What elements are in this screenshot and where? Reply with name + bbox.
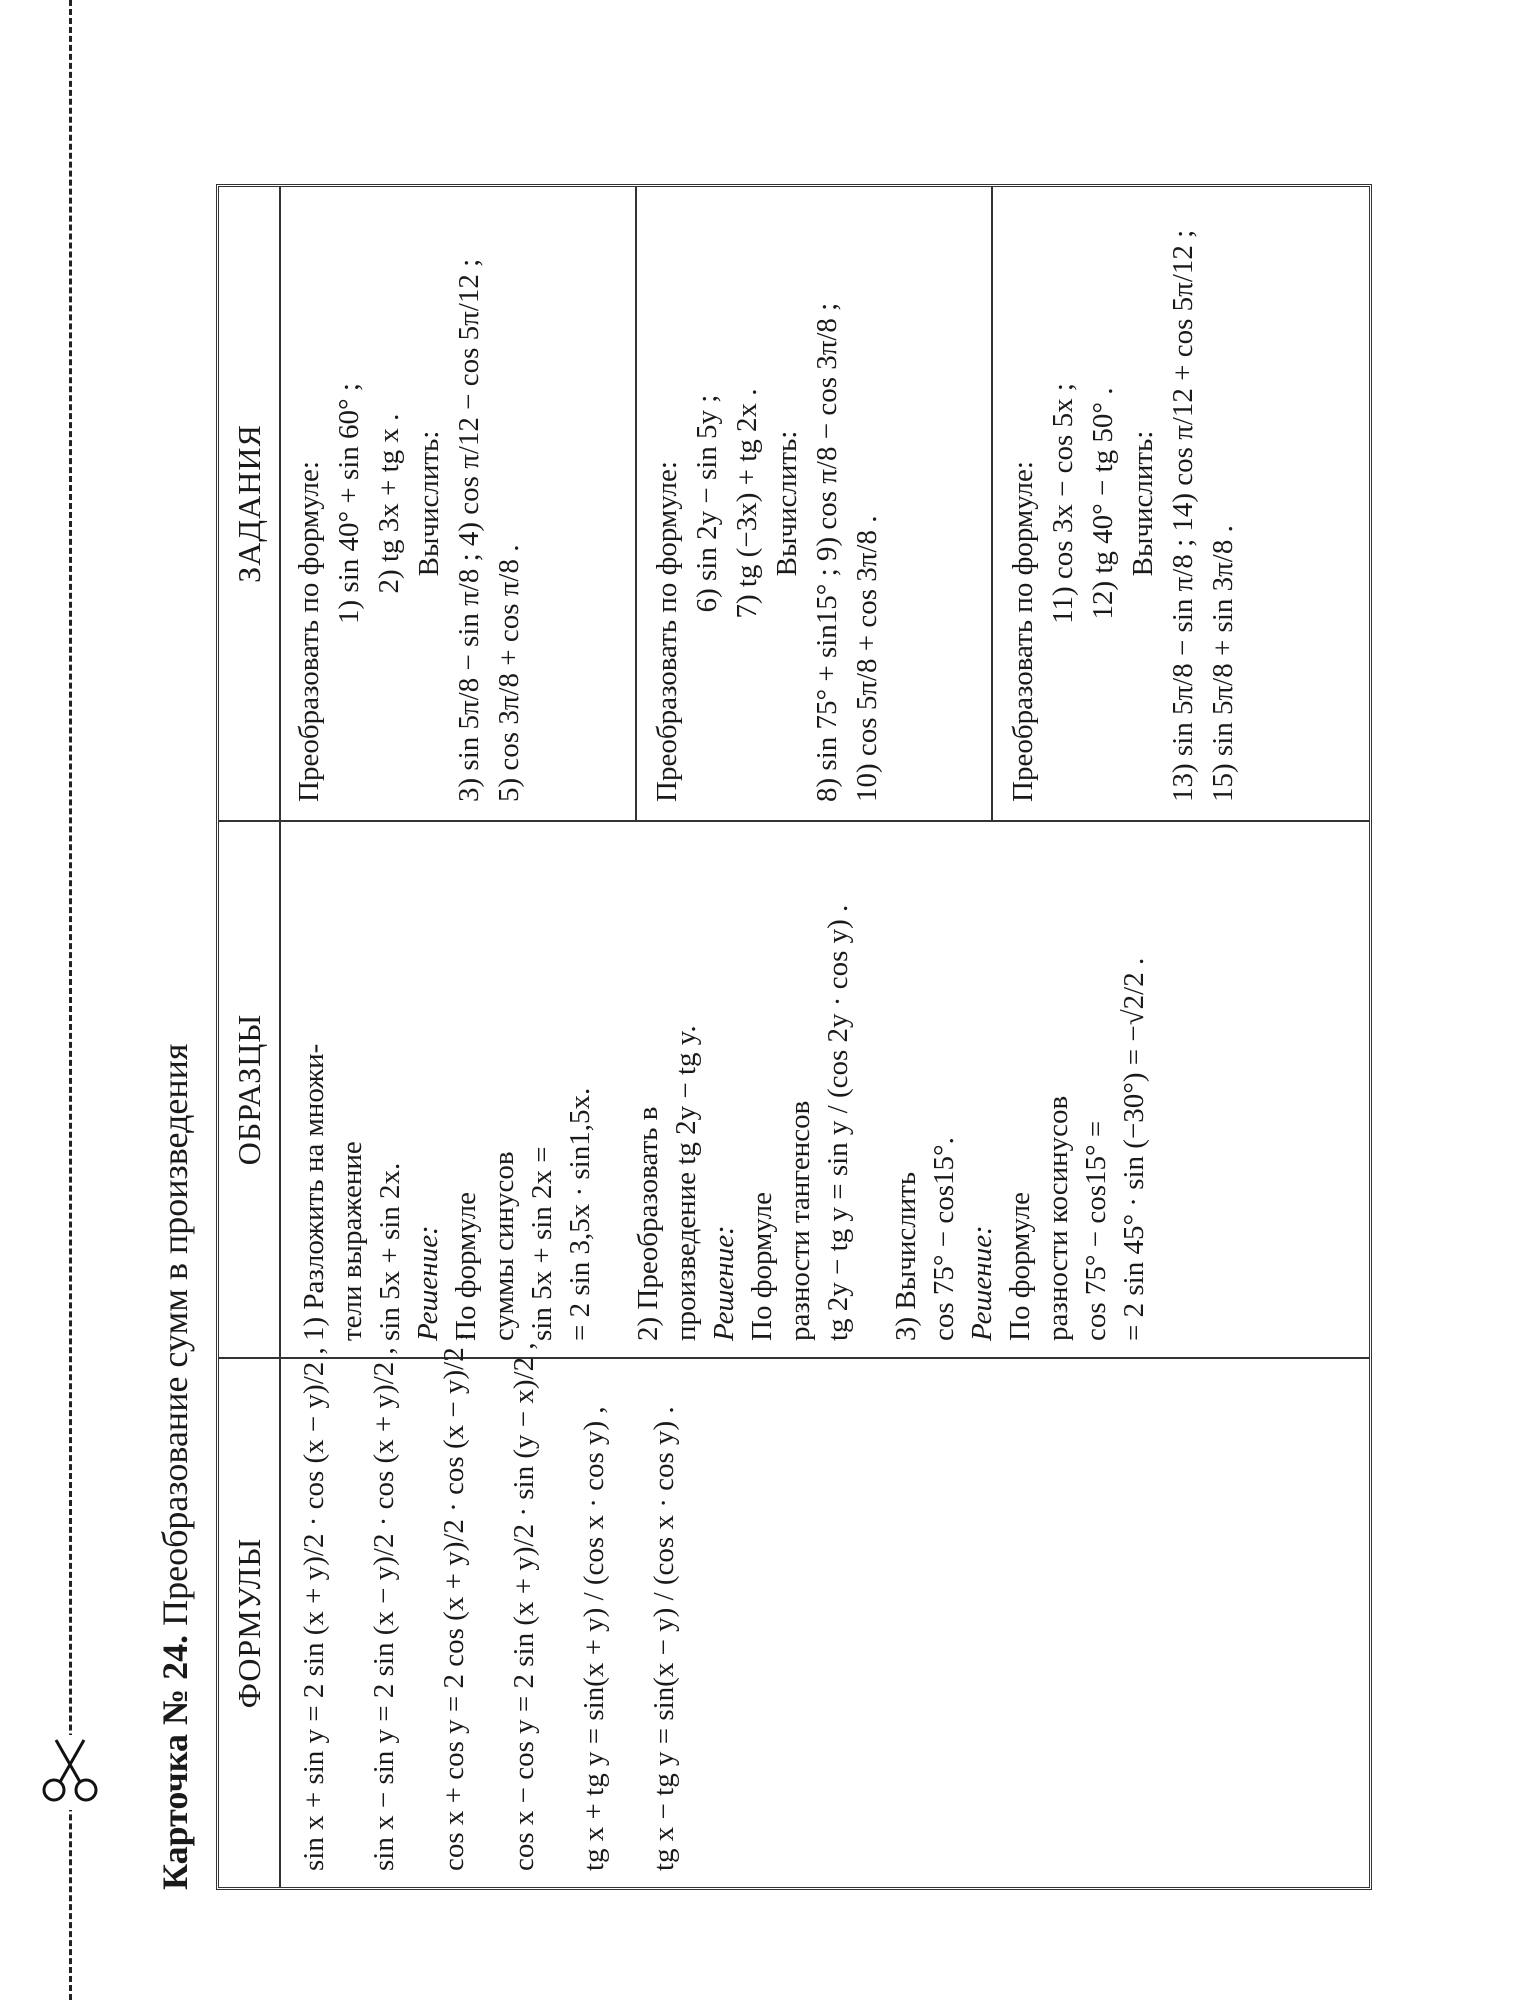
formulas-column: [219, 1332, 1369, 1887]
task-line: 7) tg (−3x) + tg 2x .: [731, 388, 763, 619]
sample-line: cos 75° − cos15°.: [928, 1137, 960, 1341]
task-line: 1) sin 40° + sin 60° ;: [333, 383, 365, 624]
sample-1: [295, 838, 599, 1341]
scissors-icon: [36, 1735, 104, 1810]
reference-table: [216, 184, 1372, 1890]
samples-column: [219, 820, 1369, 1357]
sample-line: По формуле: [746, 1192, 778, 1341]
task-line: 2) tg 3x + tg x .: [373, 413, 405, 594]
card: [150, 10, 1400, 1890]
cut-line: [69, 0, 72, 2000]
task-line: Преобразовать по формуле:: [651, 461, 683, 802]
sample-line: разности косинусов: [1042, 1095, 1074, 1341]
formula-3: cos x + cos y = 2 cos (x + y)/2 · cos (x − y)/2 ,: [438, 1332, 470, 1871]
task-line: Вычислить:: [771, 430, 803, 577]
task-line: Преобразовать по формуле:: [293, 461, 325, 802]
task-line: Преобразовать по формуле:: [1007, 461, 1039, 802]
sample-2: [629, 838, 857, 1341]
tasks-block-1: [279, 187, 637, 820]
card-title: [150, 1044, 200, 1890]
sample-line: суммы синусов: [488, 1151, 520, 1341]
task-line: 13) sin 5π/8 − sin π/8 ; 14) cos π/12 + cos 5π/12 ;: [1167, 229, 1199, 802]
sample-line: cos 75° − cos15° =: [1080, 1120, 1112, 1341]
card-topic: Преобразование сумм в произведения: [155, 1043, 195, 1626]
sample-line: 3) Вычислить: [890, 1171, 922, 1341]
task-line: 10) cos 5π/8 + cos 3π/8 .: [851, 515, 883, 802]
task-line: 8) sin 75° + sin15° ; 9) cos π/8 − cos 3π/8 ;: [811, 302, 843, 802]
sample-line: тели выражение: [336, 1141, 368, 1341]
task-line: 3) sin 5π/8 − sin π/8 ; 4) cos π/12 − cos 5π/12 ;: [453, 258, 485, 802]
formula-2: sin x − sin y = 2 sin (x − y)/2 · cos (x + y)/2 ,: [368, 1347, 400, 1871]
formula-6: tg x − tg y = sin(x − y) / (cos x · cos y) .: [648, 1406, 680, 1871]
sample-line: 2) Преобразовать в: [632, 1106, 664, 1341]
tasks-header: ЗАДАНИЯ: [219, 187, 281, 820]
sample-3: [887, 838, 1153, 1341]
sample-line: разности тангенсов: [784, 1100, 816, 1341]
sample-line: произведение tg 2y − tg y.: [670, 1025, 702, 1341]
sample-line: Решение:: [708, 1225, 740, 1341]
samples-list: [281, 822, 1197, 1357]
tasks-block-2: [637, 187, 993, 820]
sample-line: sin 5x + sin 2x =: [526, 1146, 558, 1341]
sample-line: = 2 sin 45° · sin (−30°) = −√2/2 .: [1118, 957, 1150, 1341]
task-line: 5) cos 3π/8 + cos π/8 .: [493, 544, 525, 802]
task-line: 11) cos 3x − cos 5x ;: [1047, 383, 1079, 624]
samples-header: ОБРАЗЦЫ: [219, 822, 281, 1357]
tasks-block-3: [993, 187, 1369, 820]
task-line: Вычислить:: [413, 430, 445, 577]
formula-4: cos x − cos y = 2 sin (x + y)/2 · sin (y − x)/2 ,: [508, 1342, 540, 1871]
card-number: Карточка № 24.: [155, 1634, 195, 1890]
sample-line: 1) Разложить на множи-: [298, 1043, 330, 1341]
formulas-list: [281, 1332, 729, 1887]
sample-line: tg 2y − tg y = sin y / (cos 2y · cos y) .: [822, 904, 854, 1341]
sample-line: = 2 sin 3,5x · sin1,5x.: [564, 1087, 596, 1341]
task-line: 6) sin 2y − sin 5y ;: [691, 394, 723, 613]
task-line: 12) tg 40° − tg 50° .: [1087, 387, 1119, 620]
formulas-header: ФОРМУЛЫ: [219, 1359, 281, 1887]
task-line: 15) sin 5π/8 + sin 3π/8 .: [1207, 525, 1239, 802]
formula-5: tg x + tg y = sin(x + y) / (cos x · cos y) ,: [578, 1406, 610, 1871]
task-line: Вычислить:: [1127, 430, 1159, 577]
sample-line: По формуле: [450, 1192, 482, 1341]
formula-1: sin x + sin y = 2 sin (x + y)/2 · cos (x − y)/2 ,: [298, 1347, 330, 1871]
tasks-column: [219, 187, 1369, 820]
sample-line: Решение:: [966, 1225, 998, 1341]
sample-line: Решение:: [412, 1225, 444, 1341]
sample-line: По формуле: [1004, 1192, 1036, 1341]
sample-line: sin 5x + sin 2x.: [374, 1162, 406, 1341]
